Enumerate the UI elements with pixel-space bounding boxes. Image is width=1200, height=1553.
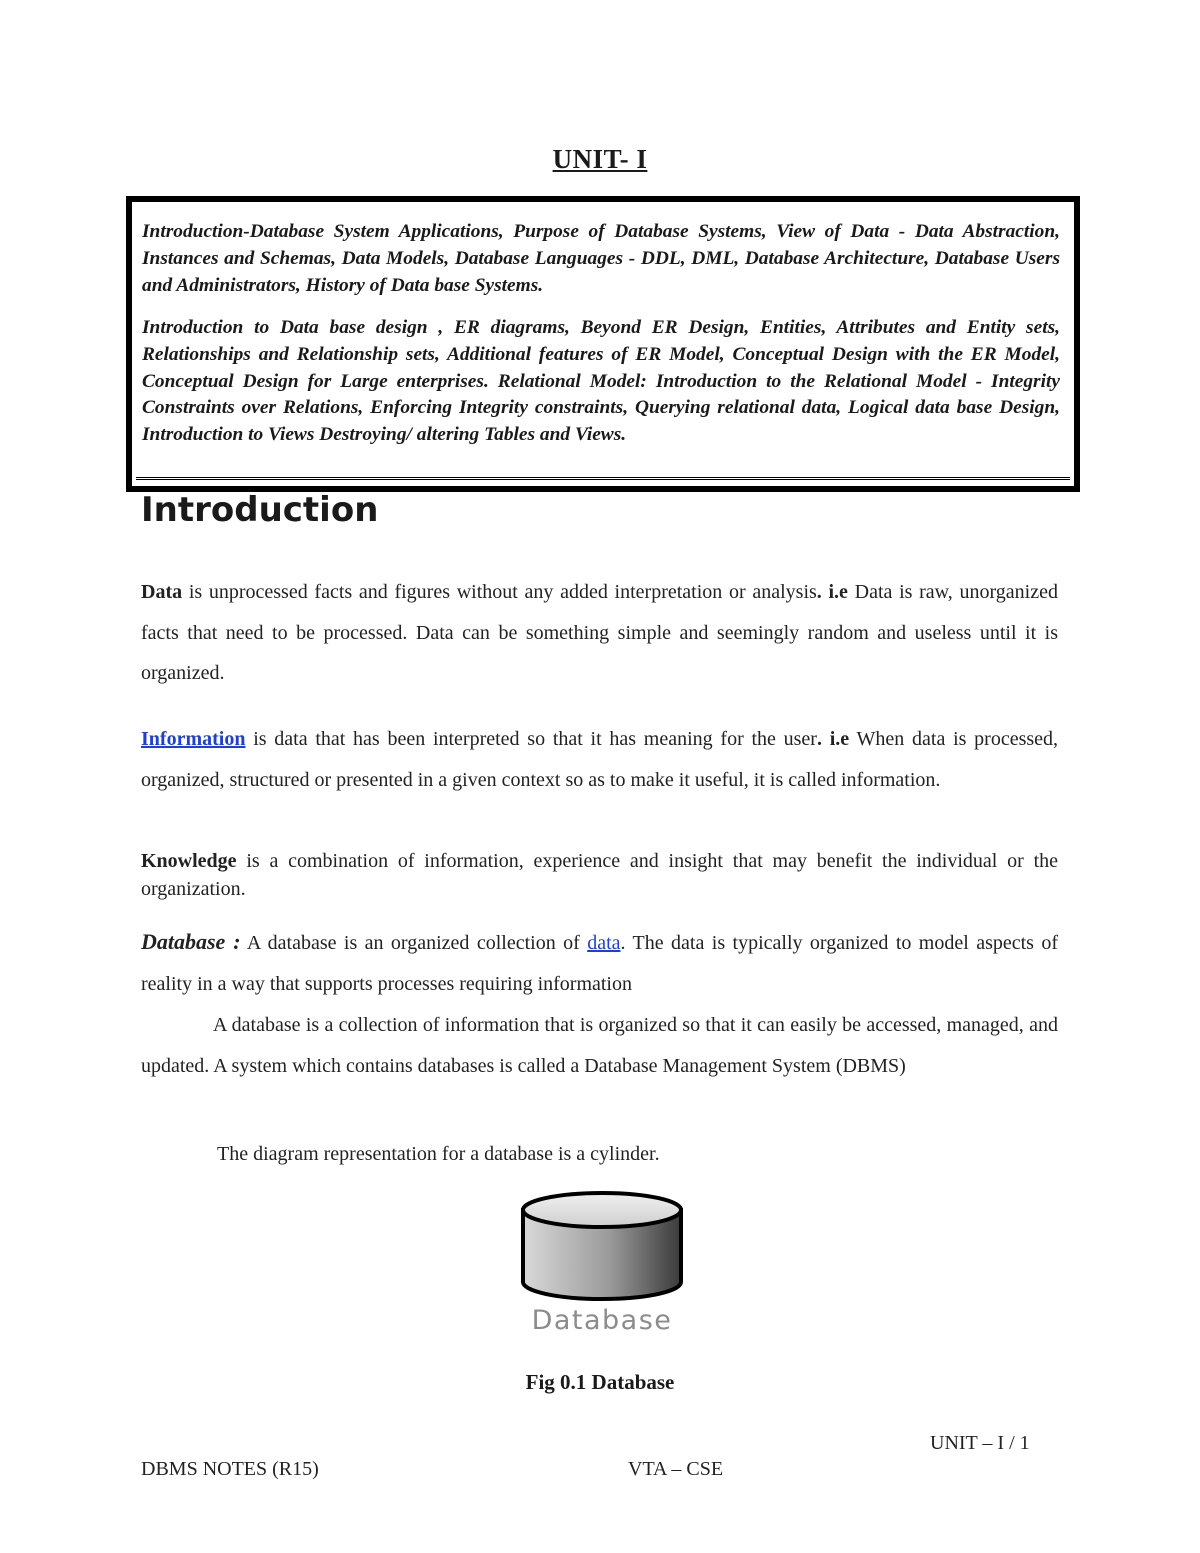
database-definition-paragraph (141, 922, 1058, 1004)
info-text-1: is data that has been interpreted so that it has meaning for the user (245, 728, 817, 750)
data-ie: . i.e (816, 581, 848, 603)
knowledge-text: is a combination of information, experience and insight that may benefit the individual or the organization. (141, 850, 1058, 900)
footer-page-number: UNIT – I / 1 (930, 1432, 1030, 1454)
knowledge-definition-paragraph (141, 847, 1058, 903)
figure-caption: Fig 0.1 Database (525, 1370, 675, 1394)
data-link[interactable]: data (587, 932, 621, 954)
figure-label: Database (531, 1305, 673, 1336)
syllabus-paragraph-2: Introduction to Data base design , ER diagrams, Beyond ER Design, Entities, Attributes and Entity sets, Relationships and Relationship sets, Additional features of ER Model, Conceptual Design with the ER Model, Conceptual Design for Large enterprises. Relational Model: Introduction to the Relational Model - Integrity Constraints over Relations, Enforcing Integrity constraints, Querying relational data, Logical data base Design, Introduction to Views Destroying/ altering Tables and Views. (142, 317, 1060, 446)
introduction-heading: Introduction (141, 490, 379, 530)
syllabus-box (126, 196, 1080, 492)
information-link[interactable]: Information (141, 728, 246, 750)
database-text-1: A database is an organized collection of (240, 932, 588, 954)
footer-department: VTA – CSE (628, 1458, 724, 1480)
diagram-description: The diagram representation for a database is a cylinder. (217, 1143, 660, 1165)
footer-course: DBMS NOTES (R15) (141, 1458, 319, 1480)
database-paragraph-2: A database is a collection of information that is organized so that it can easily be accessed, managed, and updated. A system which contains databases is called a Database Management System (DBMS) (141, 1014, 1058, 1077)
data-term: Data (141, 581, 183, 603)
database-text-2: . The data is typically organized to model aspects of reality in a way that supports processes requiring information (141, 932, 1059, 995)
database-term: Database : (141, 929, 241, 954)
information-definition-paragraph (141, 719, 1058, 800)
database-figure (476, 1168, 726, 1368)
data-definition-paragraph (141, 572, 1058, 694)
knowledge-term: Knowledge (141, 850, 237, 872)
info-ie: . i.e (816, 728, 850, 750)
data-text-1: is unprocessed facts and figures without any added interpretation or analysis (182, 581, 817, 603)
data-text-2: Data is raw, unorganized facts that need to be processed. Data can be something simple and seemingly random and useless until it is organized. (141, 581, 1058, 684)
syllabus-paragraph-1: Introduction-Database System Applications, Purpose of Database Systems, View of Data - Data Abstraction, Instances and Schemas, Data Models, Database Languages - DDL, DML, Database Architecture, Database Users and Administrators, History of Data base Systems. (142, 221, 1060, 296)
unit-title: UNIT- I (552, 144, 648, 174)
database-cylinder-icon (476, 1168, 726, 1368)
info-text-2: When data is processed, organized, structured or presented in a given context so as to make it useful, it is called information. (141, 728, 1059, 791)
